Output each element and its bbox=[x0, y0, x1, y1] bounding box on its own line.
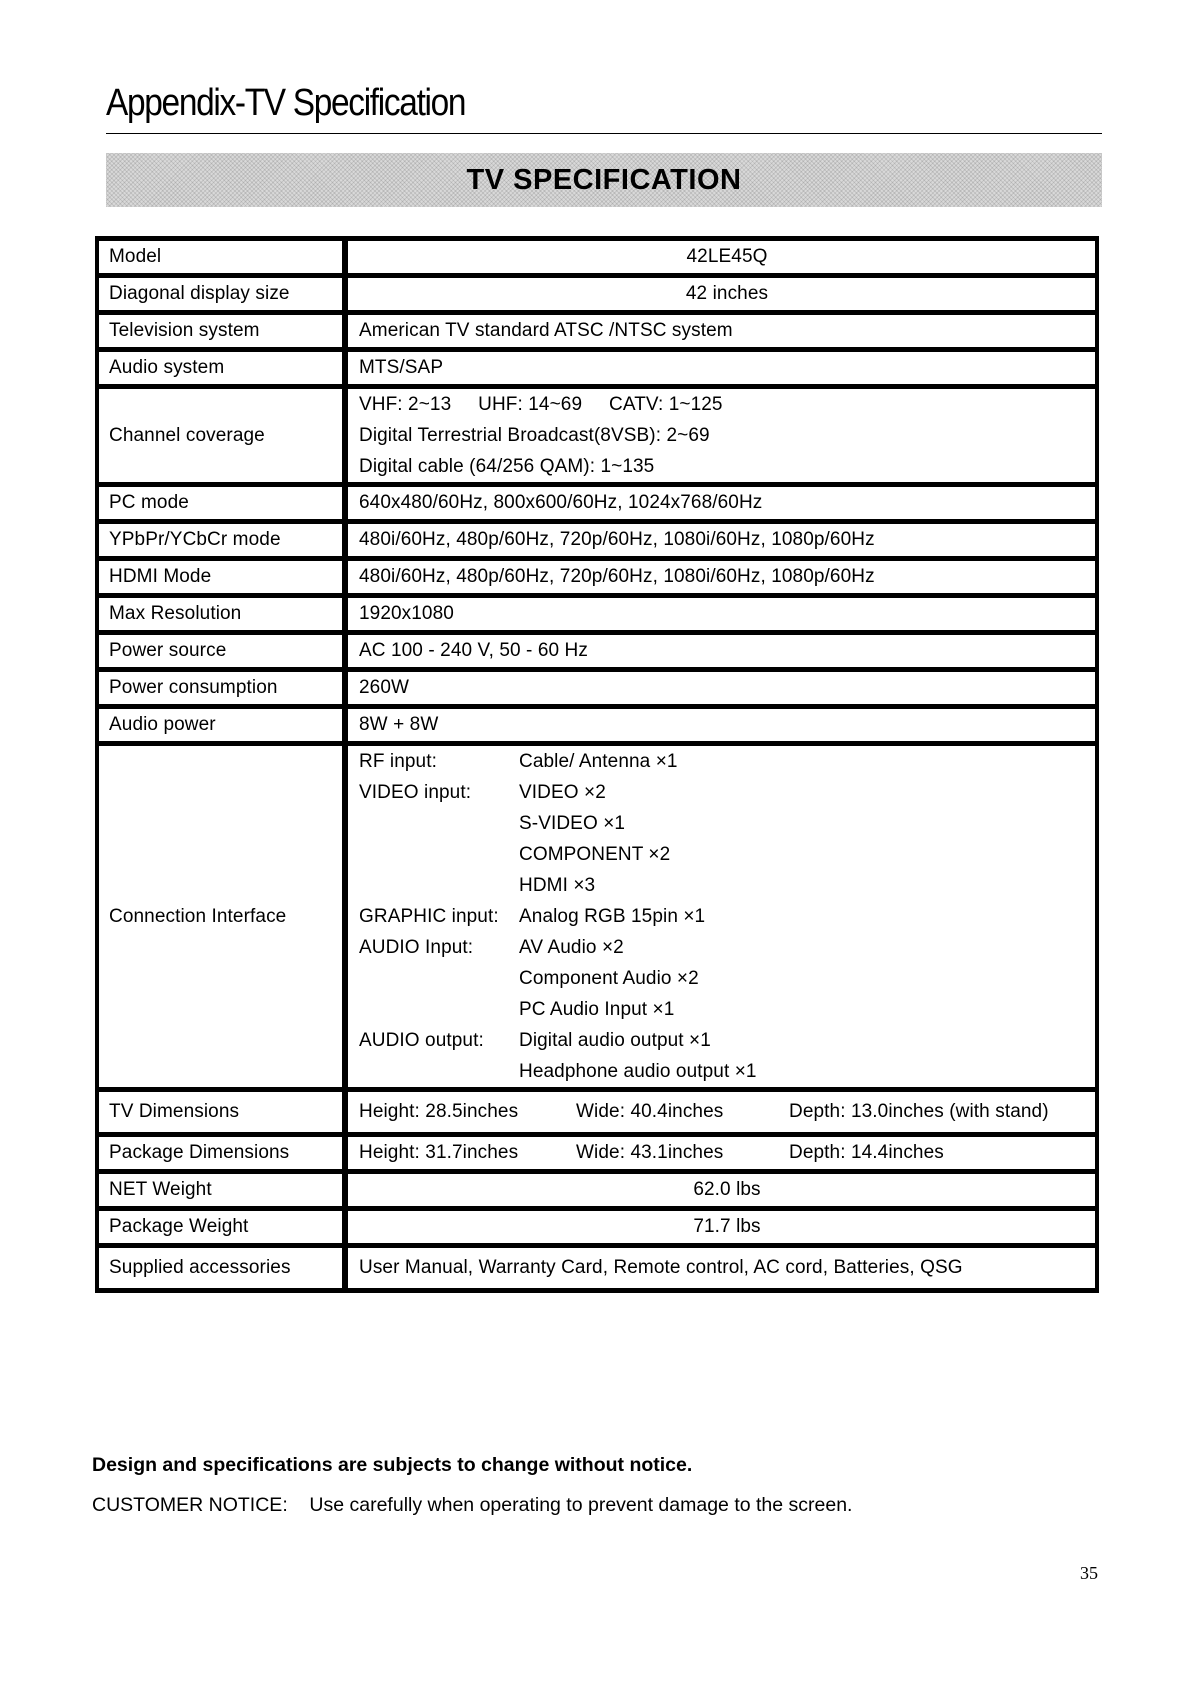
tv-dim-height: Height: 28.5inches bbox=[359, 1101, 519, 1122]
connection-line bbox=[359, 963, 1095, 994]
customer-notice-text: Use carefully when operating to prevent damage to the screen. bbox=[309, 1494, 853, 1516]
spec-value-max-res: 1920x1080 bbox=[348, 598, 1095, 630]
tv-dim-wide: Wide: 40.4inches bbox=[576, 1101, 724, 1122]
banner-title: TV SPECIFICATION bbox=[466, 163, 742, 196]
customer-notice-label: CUSTOMER NOTICE: bbox=[92, 1494, 288, 1516]
connection-value: Digital audio output ×1 bbox=[519, 1030, 711, 1051]
connection-key: RF input: bbox=[359, 751, 437, 772]
channel-line: Digital cable (64/256 QAM): 1~135 bbox=[359, 456, 655, 477]
spec-value-channel bbox=[348, 389, 1095, 482]
table-row bbox=[99, 524, 1095, 556]
spec-label-model: Model bbox=[99, 241, 348, 273]
pkg-dim-depth: Depth: 14.4inches bbox=[789, 1142, 944, 1163]
table-row bbox=[99, 709, 1095, 741]
table-row bbox=[99, 241, 1095, 273]
tv-dim-depth: Depth: 13.0inches (with stand) bbox=[789, 1101, 1049, 1122]
connection-key: AUDIO output: bbox=[359, 1030, 484, 1051]
table-row bbox=[99, 672, 1095, 704]
table-row bbox=[99, 389, 1095, 482]
title-divider bbox=[106, 133, 1102, 134]
spec-value-diagonal: 42 inches bbox=[348, 278, 1095, 310]
pkg-dim-wide: Wide: 43.1inches bbox=[576, 1142, 724, 1163]
connection-value: Headphone audio output ×1 bbox=[519, 1061, 757, 1082]
spec-table bbox=[95, 236, 1099, 1293]
spec-value-tv-dim bbox=[348, 1092, 1095, 1132]
table-row bbox=[99, 746, 1095, 1087]
connection-value: Analog RGB 15pin ×1 bbox=[519, 906, 706, 927]
spec-label-audio-system: Audio system bbox=[99, 352, 348, 384]
connection-key: GRAPHIC input: bbox=[359, 906, 499, 927]
connection-line bbox=[359, 870, 1095, 901]
spec-label-diagonal: Diagonal display size bbox=[99, 278, 348, 310]
pkg-dim-height: Height: 31.7inches bbox=[359, 1142, 519, 1163]
spec-label-ypbpr: YPbPr/YCbCr mode bbox=[99, 524, 348, 556]
table-row bbox=[99, 1174, 1095, 1206]
spec-value-pkg-dim bbox=[348, 1137, 1095, 1169]
connection-value: S-VIDEO ×1 bbox=[519, 813, 626, 834]
table-row bbox=[99, 1137, 1095, 1169]
table-row bbox=[99, 1211, 1095, 1243]
connection-value: VIDEO ×2 bbox=[519, 782, 606, 803]
spec-value-pkg-weight: 71.7 lbs bbox=[348, 1211, 1095, 1243]
spec-value-ypbpr: 480i/60Hz, 480p/60Hz, 720p/60Hz, 1080i/60Hz, 1080p/60Hz bbox=[348, 524, 1095, 556]
spec-label-hdmi-mode: HDMI Mode bbox=[99, 561, 348, 593]
spec-value-audio-power: 8W + 8W bbox=[348, 709, 1095, 741]
connection-line bbox=[359, 994, 1095, 1025]
connection-line bbox=[359, 808, 1095, 839]
table-row bbox=[99, 1248, 1095, 1288]
table-row bbox=[99, 1092, 1095, 1132]
spec-value-connection bbox=[348, 746, 1095, 1087]
spec-value-audio-system: MTS/SAP bbox=[348, 352, 1095, 384]
spec-label-power-consumption: Power consumption bbox=[99, 672, 348, 704]
connection-value: COMPONENT ×2 bbox=[519, 844, 671, 865]
spec-value-tv-system: American TV standard ATSC /NTSC system bbox=[348, 315, 1095, 347]
connection-line bbox=[359, 839, 1095, 870]
connection-value: Cable/ Antenna ×1 bbox=[519, 751, 678, 772]
table-row bbox=[99, 352, 1095, 384]
section-banner bbox=[106, 153, 1102, 207]
spec-value-hdmi-mode: 480i/60Hz, 480p/60Hz, 720p/60Hz, 1080i/60Hz, 1080p/60Hz bbox=[348, 561, 1095, 593]
spec-label-tv-system: Television system bbox=[99, 315, 348, 347]
channel-line: VHF: 2~13 UHF: 14~69 CATV: 1~125 bbox=[359, 394, 723, 415]
connection-value: AV Audio ×2 bbox=[519, 937, 624, 958]
spec-label-pc-mode: PC mode bbox=[99, 487, 348, 519]
spec-label-tv-dim: TV Dimensions bbox=[99, 1092, 348, 1132]
spec-value-pc-mode: 640x480/60Hz, 800x600/60Hz, 1024x768/60Hz bbox=[348, 487, 1095, 519]
spec-label-power-source: Power source bbox=[99, 635, 348, 667]
table-row bbox=[99, 487, 1095, 519]
page-number: 35 bbox=[1080, 1563, 1098, 1583]
table-row bbox=[99, 635, 1095, 667]
connection-line bbox=[359, 1025, 1095, 1056]
connection-value: PC Audio Input ×1 bbox=[519, 999, 675, 1020]
connection-line bbox=[359, 746, 1095, 777]
connection-line bbox=[359, 901, 1095, 932]
spec-label-channel: Channel coverage bbox=[99, 389, 348, 482]
table-row bbox=[99, 561, 1095, 593]
spec-value-accessories: User Manual, Warranty Card, Remote control, AC cord, Batteries, QSG bbox=[348, 1248, 1095, 1288]
spec-disclaimer: Design and specifications are subjects to change without notice. bbox=[92, 1454, 693, 1476]
spec-value-power-consumption: 260W bbox=[348, 672, 1095, 704]
spec-label-accessories: Supplied accessories bbox=[99, 1248, 348, 1288]
spec-label-pkg-weight: Package Weight bbox=[99, 1211, 348, 1243]
table-row bbox=[99, 598, 1095, 630]
connection-line bbox=[359, 932, 1095, 963]
spec-value-power-source: AC 100 - 240 V, 50 - 60 Hz bbox=[348, 635, 1095, 667]
page-title: Appendix-TV Specification bbox=[106, 82, 466, 124]
connection-key: AUDIO Input: bbox=[359, 937, 474, 958]
connection-value: Component Audio ×2 bbox=[519, 968, 699, 989]
spec-label-audio-power: Audio power bbox=[99, 709, 348, 741]
spec-label-pkg-dim: Package Dimensions bbox=[99, 1137, 348, 1169]
spec-value-model: 42LE45Q bbox=[348, 241, 1095, 273]
spec-label-net-weight: NET Weight bbox=[99, 1174, 348, 1206]
channel-line: Digital Terrestrial Broadcast(8VSB): 2~69 bbox=[359, 425, 710, 446]
spec-value-net-weight: 62.0 lbs bbox=[348, 1174, 1095, 1206]
table-row bbox=[99, 278, 1095, 310]
spec-label-max-res: Max Resolution bbox=[99, 598, 348, 630]
spec-label-connection: Connection Interface bbox=[99, 746, 348, 1087]
connection-line bbox=[359, 777, 1095, 808]
connection-key: VIDEO input: bbox=[359, 782, 472, 803]
table-row bbox=[99, 315, 1095, 347]
connection-line bbox=[359, 1056, 1095, 1087]
customer-notice bbox=[92, 1494, 852, 1517]
connection-value: HDMI ×3 bbox=[519, 875, 596, 896]
